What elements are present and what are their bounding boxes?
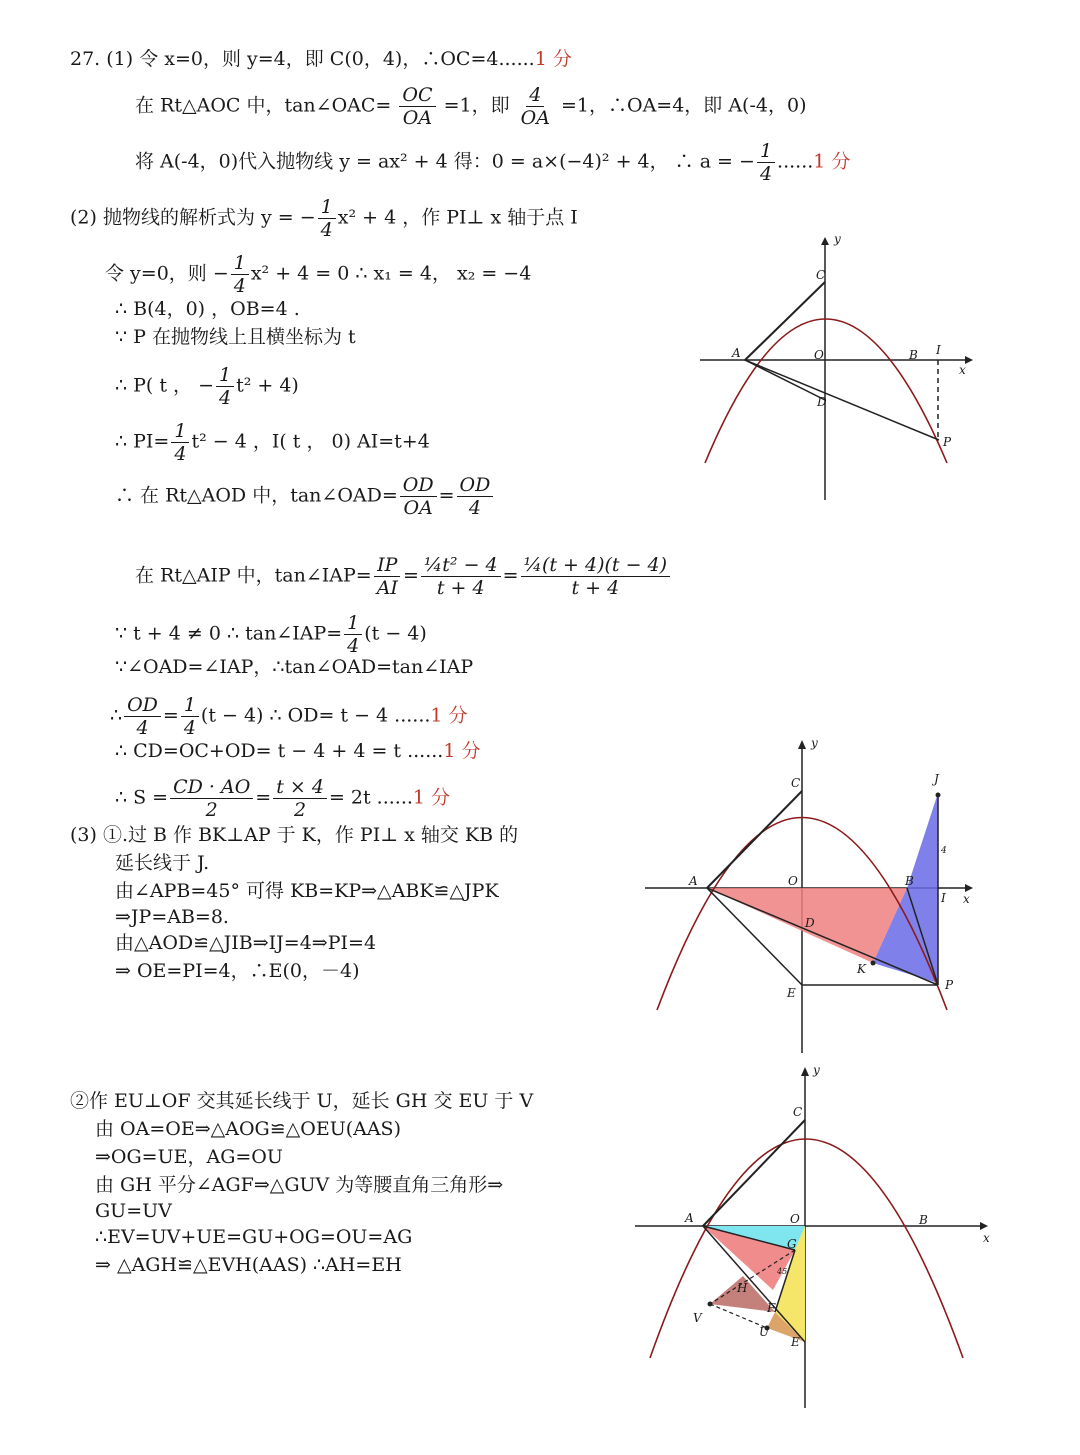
label-A: A (685, 1211, 694, 1225)
label-V: V (693, 1311, 702, 1325)
label-C: C (791, 776, 801, 790)
q27-part2-line3: ∴ B(4，0) ，OB=4 . (115, 298, 300, 320)
q27-part1-line3: 将 A(-4，0)代入抛物线 y = ax² + 4 得：0 = a×(−4)² + 4， ∴ a = − $\frac{1}{4}$ ......1 分 (135, 140, 851, 185)
figure-3-parabola (635, 1060, 995, 1410)
q27-part2-line5: ∴ P( t ， − $\frac{1}{4}$ t² + 4) (115, 364, 299, 409)
q27-part2-line10: ∵∠OAD=∠IAP，∴tan∠OAD=tan∠IAP (115, 656, 474, 678)
q27-part3-line3: 由∠APB=45° 可得 KB=KP⇒△ABK≌△JPK (115, 880, 499, 902)
label-E: E (787, 986, 796, 1000)
label-y: y (813, 1063, 820, 1077)
label-I: I (941, 891, 946, 905)
figure-1-parabola (695, 232, 985, 505)
label-mark-45: 45 (777, 1267, 788, 1276)
label-O: O (814, 348, 824, 362)
score-mark: 1 分 (443, 740, 481, 762)
q27-part2-line9: ∵ t + 4 ≠ 0 ∴ tan∠IAP= $\frac{1}{4}$ (t − 4) (115, 612, 427, 657)
q27-part2-line13: ∴ S = $\frac{CD \cdot AO}{2}$ = $\frac{t \times 4}{2}$ = 2t ......1 分 (115, 776, 451, 821)
label-B: B (909, 348, 918, 362)
label-J: J (934, 772, 939, 786)
label-A: A (689, 874, 698, 888)
label-C: C (816, 268, 826, 282)
label-y: y (834, 232, 841, 246)
q27-part2-line12: ∴ CD=OC+OD= t − 4 + 4 = t ......1 分 (115, 740, 481, 762)
q27-part3-line5: 由△AOD≌△JIB⇒IJ=4⇒PI=4 (115, 932, 377, 954)
q27-part3-line2: 延长线于 J. (115, 852, 210, 874)
label-P: P (945, 978, 954, 992)
label-U: U (759, 1325, 770, 1339)
q27-part2-line11: ∴ $\frac{OD}{4}$ = $\frac{1}{4}$ (t − 4) ∴ OD= t − 4 ......1 分 (110, 694, 468, 739)
q27-part2-line1: (2) 抛物线的解析式为 y = − $\frac{1}{4}$ x² + 4 ，作 PI⊥ x 轴于点 I (70, 196, 578, 241)
score-mark: 1 分 (412, 786, 451, 809)
score-mark: 1 分 (430, 704, 468, 727)
q27-part4-line5: GU=UV (95, 1200, 172, 1222)
q27-part3-line6: ⇒ OE=PI=4，∴E(0，－4) (115, 960, 360, 982)
q27-part3-line1: (3) ①.过 B 作 BK⊥AP 于 K，作 PI⊥ x 轴交 KB 的 (70, 824, 519, 846)
label-x: x (959, 363, 966, 377)
q27-part2-line2: 令 y=0，则 − $\frac{1}{4}$ x² + 4 = 0 ∴ x₁ = 4， x₂ = −4 (105, 252, 532, 297)
q27-part4-line2: 由 OA=OE⇒△AOG≌△OEU(AAS) (95, 1118, 401, 1140)
label-H: H (737, 1281, 748, 1295)
label-x: x (983, 1231, 990, 1245)
label-D: D (817, 395, 827, 409)
label-y: y (811, 736, 818, 750)
label-I: I (936, 343, 941, 357)
label-F: F (767, 1301, 776, 1315)
score-mark: 1 分 (813, 150, 851, 173)
q27-part1-line1: 27. (1) 令 x=0，则 y=4，即 C(0，4)，∴OC=4......1 分 (70, 48, 572, 70)
q27-part4-line3: ⇒OG=UE，AG=OU (95, 1146, 283, 1168)
q27-part2-line6: ∴ PI= $\frac{1}{4}$ t² − 4 ，I( t ， 0) AI=t+4 (115, 420, 430, 465)
label-C: C (793, 1105, 803, 1119)
label-B: B (919, 1213, 928, 1227)
label-K: K (857, 962, 866, 976)
q27-part2-line8: 在 Rt△AIP 中，tan∠IAP= $\frac{IP}{AI}$ = $\frac{\text{¼t² − 4}}{t + 4}$ = $\frac{\text{¼(t + 4)(t − 4)}}{t + 4}$ (135, 554, 672, 599)
label-E: E (791, 1335, 800, 1349)
label-B: B (905, 874, 914, 888)
q27-part4-line7: ⇒ △AGH≌△EVH(AAS) ∴AH=EH (95, 1254, 402, 1276)
label-D: D (805, 916, 815, 930)
score-mark: 1 分 (534, 48, 572, 70)
label-O: O (788, 874, 798, 888)
label-G: G (787, 1237, 797, 1251)
q27-part4-line4: 由 GH 平分∠AGF⇒△GUV 为等腰直角三角形⇒ (95, 1174, 504, 1196)
q27-part3-line4: ⇒JP=AB=8. (115, 906, 229, 928)
label-x: x (963, 892, 970, 906)
q27-part1-line2: 在 Rt△AOC 中，tan∠OAC= $\frac{OC}{OA}$ =1，即 $\frac{4}{OA}$ =1，∴OA=4，即 A(-4，0) (135, 84, 807, 129)
label-mark-4: 4 (941, 846, 947, 856)
label-P: P (943, 435, 952, 449)
q27-part4-line6: ∴EV=UV+UE=GU+OG=OU=AG (95, 1226, 413, 1248)
q27-part2-line4: ∵ P 在抛物线上且横坐标为 t (115, 326, 356, 348)
label-O: O (790, 1212, 800, 1226)
q27-part2-line7: ∴ 在 Rt△AOD 中，tan∠OAD= $\frac{OD}{OA}$ = $\frac{OD}{4}$ (115, 474, 495, 519)
q27-part4-line1: ②作 EU⊥OF 交其延长线于 U，延长 GH 交 EU 于 V (70, 1090, 534, 1112)
figure-2-parabola (645, 735, 985, 1055)
label-A: A (732, 346, 741, 360)
